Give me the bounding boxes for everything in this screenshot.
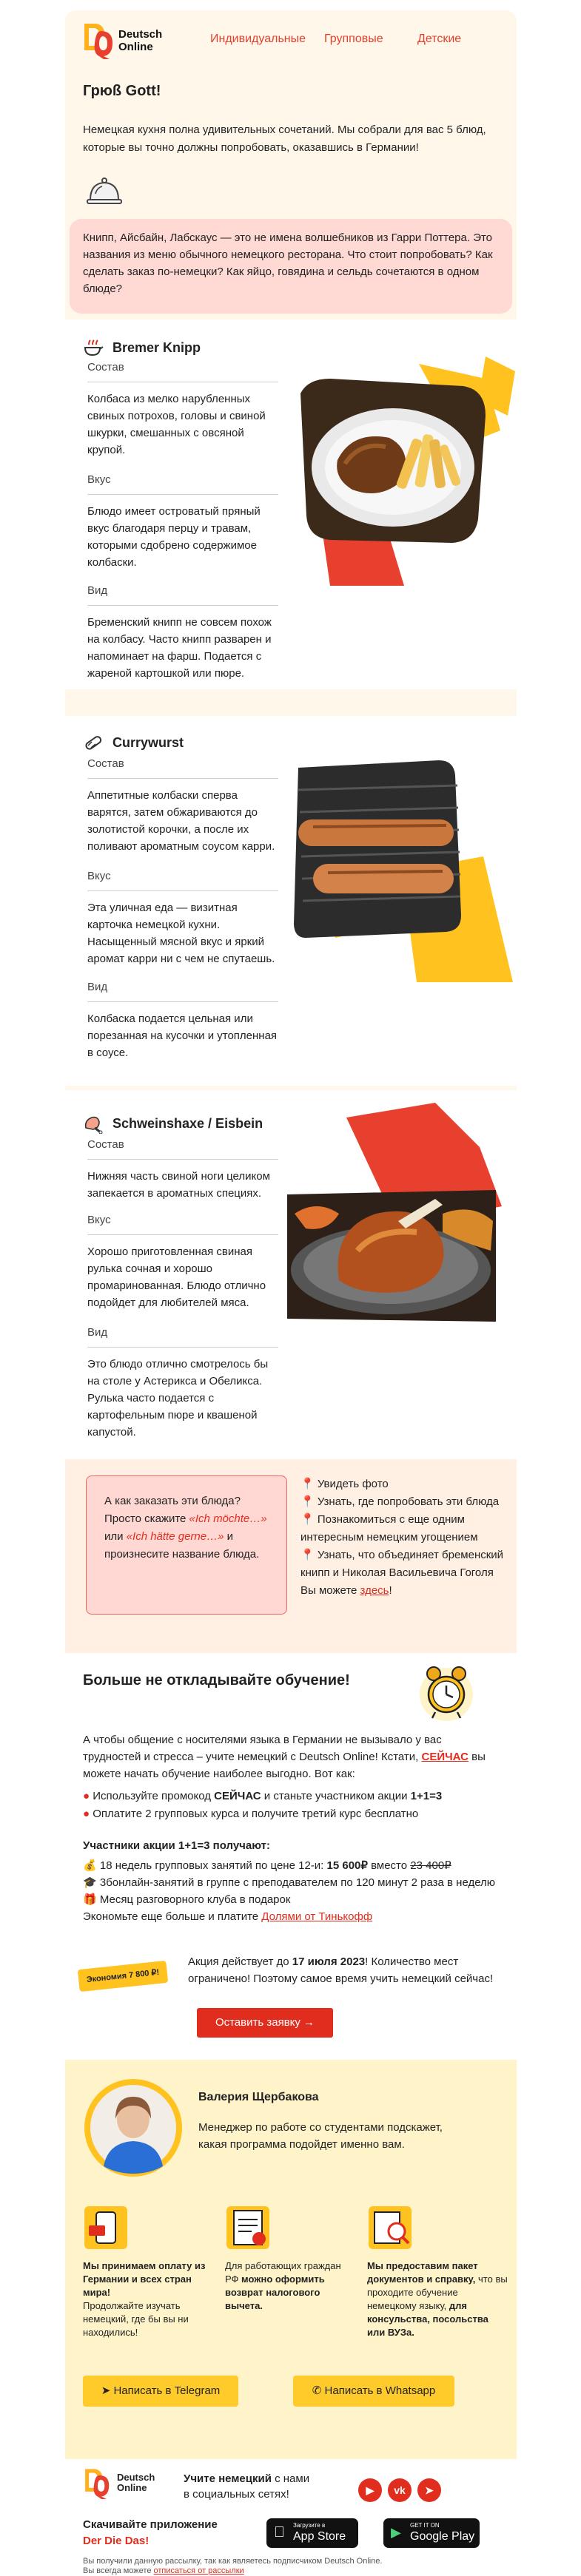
footer-logo-text [117, 2472, 155, 2493]
list-item-text: Узнать, что объединяет бременский книпп и Николая Васильевича Гоголя [300, 1549, 504, 1579]
gain-text: Экономьте еще больше и платите [83, 1910, 262, 1923]
dish-2-title [83, 732, 184, 753]
list-item [83, 1874, 505, 1891]
dish-1-title [83, 337, 201, 358]
promo-section [65, 1653, 517, 2060]
list-item-text: Познакомиться с еще одним интересным немецким угощением [300, 1513, 478, 1544]
footer-learn-rest: с нами в социальных сетях! [184, 2472, 310, 2501]
new-price: 15 600₽ [326, 1859, 368, 1872]
feature-payment [83, 2259, 216, 2339]
pin-icon: 📍 [300, 1513, 315, 1526]
more-here-link[interactable]: здесь [360, 1584, 389, 1597]
dish-2-photo [291, 760, 513, 982]
tinkoff-link[interactable]: Долями от Тинькофф [261, 1910, 373, 1923]
alarm-clock-icon [413, 1659, 480, 1725]
dish-3-name: Schweinshaxe / Eisbein [112, 1115, 263, 1131]
dish-3-label-look: Вид [87, 1326, 108, 1339]
dish-1-label-taste: Вкус [87, 473, 111, 486]
promo-subtitle: Участники акции 1+1=3 получают: [83, 1839, 270, 1852]
list-item [300, 1493, 508, 1511]
dish-1-label-look: Вид [87, 584, 108, 597]
list-item [83, 1857, 505, 1874]
promo-action-name: 1+1=3 [410, 1790, 443, 1802]
dish-3-photo [287, 1103, 517, 1325]
list-item-text: Увидеть фото [317, 1478, 389, 1490]
feature-tax-text: Для работающих граждан РФ [225, 2260, 341, 2285]
telegram-button[interactable] [83, 2376, 238, 2407]
telegram-button-label: Написать в Telegram [113, 2384, 221, 2397]
appstore-small: Загрузите в [293, 2522, 326, 2529]
pan-icon [83, 337, 104, 358]
logo-mark-icon [83, 21, 115, 59]
list-item [83, 1805, 505, 1823]
promo-intro-b: вы можете начать обучение наиболее выгодно. Вот как: [83, 1751, 486, 1780]
divider [87, 1001, 278, 1002]
dish-3-label-composition: Состав [87, 1138, 124, 1151]
ham-icon [83, 1113, 104, 1134]
manager-section [65, 2060, 517, 2459]
googleplay-label: Google Play [410, 2530, 475, 2543]
dish-3-taste: Хорошо приготовленная свиная рулька сочная и хорошо промаринованная. Блюдо отлично подойдет для любителей мяса. [87, 1245, 266, 1309]
intro-text: Немецкая кухня полна удивительных сочетаний. Мы собрали для вас 5 блюд, которые вы точно должны попробовать, оказавшись в Германии! [83, 124, 486, 154]
nav-individual[interactable]: Индивидуальные [210, 33, 306, 45]
divider [87, 1347, 278, 1348]
footer-app-name: Der Die Das! [83, 2535, 150, 2547]
footer-logo-line2: Online [117, 2482, 147, 2493]
divider [87, 778, 278, 779]
promo-intro [83, 1731, 497, 1782]
feature-tax [225, 2259, 357, 2313]
old-price: 23 400₽ [410, 1859, 451, 1872]
order-tip-and: и [224, 1530, 233, 1543]
bullet-text: и станьте участником акции [261, 1790, 411, 1802]
dish-3-look: Это блюдо отлично смотрелось бы на столе у Астерикса и Обеликса. Рулька часто подается с картофельным пюре и квашеной капустой. [87, 1358, 269, 1439]
divider [87, 1159, 278, 1160]
order-tip-say: Просто скажите [104, 1512, 189, 1525]
divider [87, 890, 278, 891]
intro-highlight-box [70, 219, 512, 314]
footer-logo-icon[interactable] [83, 2467, 112, 2499]
appstore-label: App Store [293, 2530, 346, 2543]
list-item [300, 1511, 508, 1546]
dish-3-title [83, 1113, 263, 1134]
dish-2-name: Currywurst [112, 734, 184, 750]
leave-request-button[interactable]: Оставить заявку → [197, 2008, 333, 2038]
promo-code: СЕЙЧАС [214, 1790, 261, 1802]
googleplay-button[interactable] [383, 2518, 480, 2548]
pin-icon: 📍 [300, 1495, 315, 1508]
telegram-social-icon[interactable]: ➤ [417, 2478, 441, 2502]
footer-note [83, 2557, 383, 2576]
gain-text: 3бонлайн-занятий в группе с преподавателем по 120 минут 2 раза в неделю [99, 1876, 496, 1889]
deadline-text: ! Количество мест ограничено! Поэтому самое время учить немецкий сейчас! [188, 1955, 494, 1985]
more-line [300, 1582, 508, 1600]
promo-title: Больше не откладывайте обучение! [83, 1672, 350, 1688]
nav-kids[interactable]: Детские [417, 33, 462, 45]
dish-1-photo [300, 349, 515, 586]
promo-bullets [83, 1788, 505, 1823]
dish-1-name: Bremer Knipp [112, 339, 201, 355]
gain-text: Месяц разговорного клуба в подарок [99, 1893, 291, 1906]
bullet-text: Используйте промокод [93, 1790, 215, 1802]
greeting-title: Грюß Gott! [83, 83, 161, 99]
dish-section-3 [65, 1097, 517, 1459]
logo[interactable] [83, 21, 172, 59]
youtube-icon[interactable]: ▶ [358, 2478, 382, 2502]
gain-text: вместо [367, 1859, 411, 1872]
dish-1-taste: Блюдо имеет островатый пряный вкус благодаря перцу и травам, которыми сдобрено содержимое колбаски. [87, 505, 261, 569]
dish-2-look: Колбаска подается цельная или порезанная на кусочки и утопленная в соусе. [87, 1013, 278, 1059]
manager-description: Менеджер по работе со студентами подскажет, какая программа подойдет именно вам. [198, 2121, 443, 2151]
nav-group[interactable]: Групповые [324, 33, 383, 45]
manager-avatar [83, 2078, 184, 2178]
promo-deadline [188, 1953, 499, 1987]
bullet-text: Оплатите 2 групповых курса и получите третий курс бесплатно [93, 1808, 419, 1820]
savings-badge: Экономия 7 800 ₽! [78, 1961, 168, 1992]
feature-payment-text: Продолжайте изучать немецкий, где бы вы ни находились! [83, 2300, 189, 2338]
graduation-cap-icon: 🎓 [83, 1876, 97, 1889]
feature-documents-bold: для консульства, посольства или ВУЗа. [367, 2300, 488, 2338]
dish-2-label-look: Вид [87, 981, 108, 993]
footer-note-line1: Вы получили данную рассылку, так как являетесь подписчиком Deutsch Online. [83, 2557, 383, 2566]
bullet-icon: ● [83, 1808, 90, 1820]
list-item [83, 1908, 505, 1925]
dish-1-look: Бременский книпп не совсем похож на колбасу. Часто книпп разварен и напоминает на фарш. Подается с жареной картошкой или пюре. [87, 616, 272, 680]
deadline-date: 17 июля 2023 [292, 1955, 366, 1968]
moneybag-icon: 💰 [83, 1859, 97, 1872]
sausage-icon [83, 732, 104, 753]
footer-logo-line1: Deutsch [117, 2472, 155, 2483]
list-item [83, 1788, 505, 1805]
dish-1-label-composition: Состав [87, 361, 124, 373]
payment-icon [83, 2205, 129, 2251]
intro-highlight-text: Книпп, Айсбайн, Лабскаус — это не имена волшебников из Гарри Поттера. Это названия из меню обычного немецкого ресторана. Что стоит попробовать? Как сделать заказ по-немецки? Как яйцо, говядина и сельдь сочетаются в одном блюде? [83, 231, 493, 295]
order-tip-phrase2: «Ich hätte gerne…» [126, 1530, 224, 1543]
pin-icon: 📍 [300, 1478, 315, 1490]
manager-name: Валерия Щербакова [198, 2091, 319, 2103]
whatsapp-button[interactable] [293, 2376, 454, 2407]
bullet-icon: ● [83, 1790, 90, 1802]
order-tip-phrase1: «Ich möchte…» [189, 1512, 267, 1525]
pin-icon: 📍 [300, 1549, 315, 1561]
unsubscribe-link[interactable]: отписаться от рассылки [153, 2566, 244, 2575]
dish-3-label-taste: Вкус [87, 1214, 111, 1226]
feature-documents-text: что вы проходите обучение немецкому языку, [367, 2274, 508, 2311]
play-icon: ▶ [391, 2525, 401, 2540]
list-item [300, 1475, 508, 1493]
dish-section-1 [65, 320, 517, 689]
order-section [65, 1459, 517, 1653]
order-more-list [300, 1475, 508, 1600]
feature-tax-bold: можно оформить возврат налогового вычета. [225, 2274, 325, 2311]
telegram-icon: ➤ [101, 2384, 111, 2397]
divider [87, 1234, 278, 1235]
order-tip-or: или [104, 1530, 127, 1543]
footer-social-text [184, 2471, 317, 2502]
logo-line2: Online [118, 41, 153, 53]
dish-2-label-taste: Вкус [87, 870, 111, 882]
documents-icon [367, 2205, 413, 2251]
promo-intro-a: А чтобы общение с носителями языка в Германии не вызывало у вас трудностей и стресса – учите немецкий с Deutsch Online! Кстати, [83, 1734, 442, 1763]
divider [87, 605, 278, 606]
cloche-icon [86, 175, 123, 212]
promo-gains [83, 1857, 505, 1925]
logo-line1: Deutsch [118, 28, 163, 41]
feature-payment-title: Мы принимаем оплату из Германии и всех стран мира! [83, 2260, 206, 2298]
googleplay-small: GET IT ON [410, 2522, 440, 2529]
footer-learn-bold: Учите немецкий [184, 2472, 272, 2485]
footer [65, 2459, 517, 2575]
appstore-button[interactable] [266, 2518, 358, 2548]
apple-icon [274, 2524, 285, 2541]
list-item-text: Узнать, где попробовать эти блюда [317, 1495, 500, 1508]
dish-2-composition: Аппетитные колбаски сперва варятся, затем обжариваются до золотистой корочки, а после их поливают ароматным соусом карри. [87, 789, 275, 853]
footer-app-line1: Скачивайте приложение [83, 2518, 218, 2531]
order-tip-box [86, 1475, 287, 1615]
deadline-text: Акция действует до [188, 1955, 292, 1968]
gain-text: 18 недель групповых занятий по цене 12-и: [99, 1859, 327, 1872]
list-item [83, 1891, 505, 1908]
feature-documents-title: Мы предоставим пакет документов и справку, [367, 2260, 478, 2285]
whatsapp-button-label: Написать в Whatsapp [324, 2384, 436, 2397]
dish-section-2 [65, 716, 517, 1086]
dish-1-composition: Колбаса из мелко нарубленных свиных потрохов, головы и свиной шкурки, смешанных с овсяной крупой. [87, 393, 266, 456]
gift-icon: 🎁 [83, 1893, 97, 1906]
promo-now-link[interactable]: СЕЙЧАС [421, 1751, 469, 1763]
feature-documents [367, 2259, 508, 2339]
more-suffix: ! [389, 1584, 392, 1597]
more-prefix: Вы можете [300, 1584, 360, 1597]
list-item [300, 1546, 508, 1582]
dish-2-taste: Эта уличная еда — визитная карточка немецкой кухни. Насыщенный мясной вкус и яркий аромат карри ни с чем не спутаешь. [87, 902, 275, 965]
tax-refund-icon [225, 2205, 271, 2251]
order-tip-line1: А как заказать эти блюда? [104, 1495, 241, 1507]
dish-2-label-composition: Состав [87, 757, 124, 770]
divider [87, 494, 278, 495]
vk-icon[interactable]: vk [388, 2478, 412, 2502]
dish-3-composition: Нижняя часть свиной ноги целиком запекается в ароматных специях. [87, 1170, 270, 1200]
footer-app-text [83, 2517, 218, 2549]
whatsapp-icon: ✆ [312, 2384, 322, 2397]
order-tip-line3: произнесите название блюда. [104, 1548, 260, 1561]
footer-note-line2: Вы всегда можете [83, 2566, 154, 2575]
